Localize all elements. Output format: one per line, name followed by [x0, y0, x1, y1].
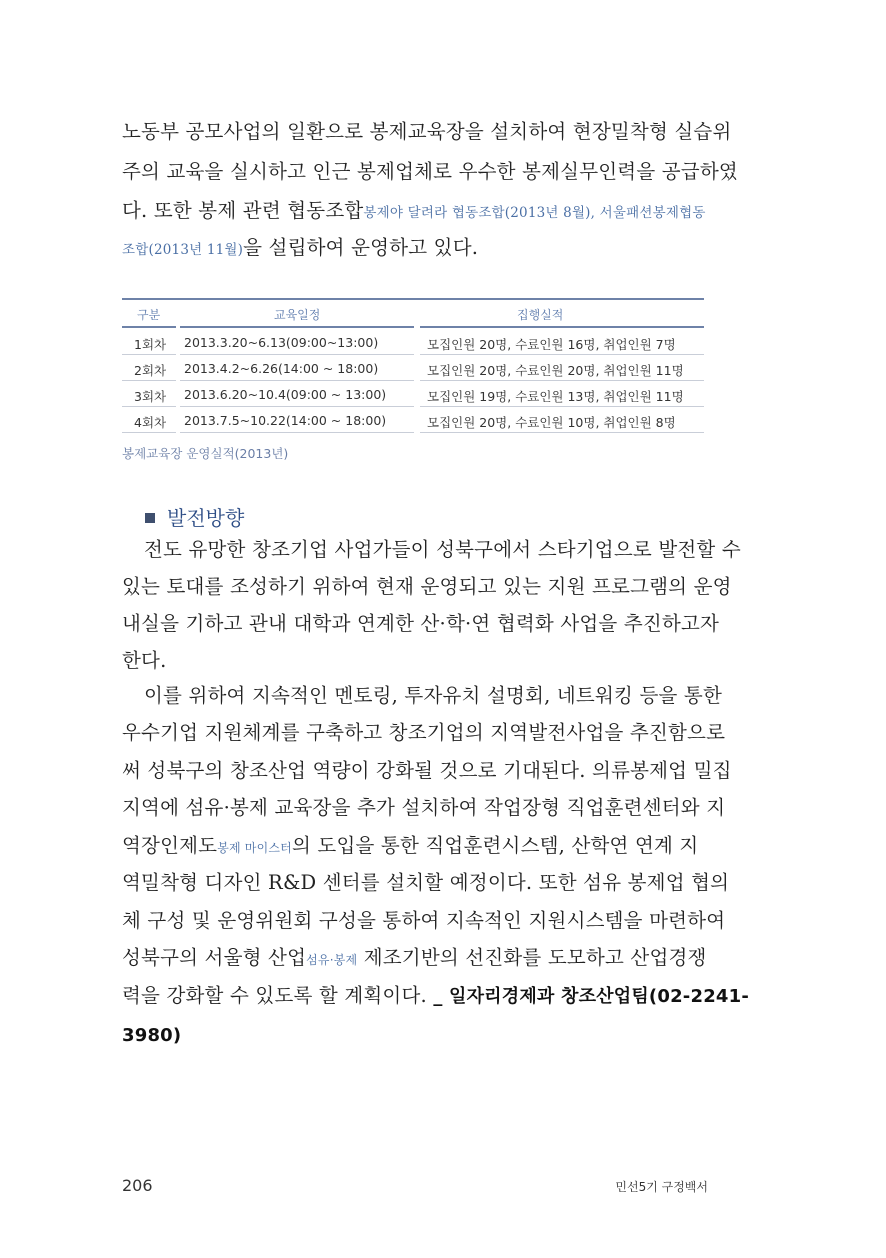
- section-title: 발전방향: [167, 506, 245, 530]
- table-header-schedule: 교육일정: [274, 308, 321, 322]
- text-line: 우수기업 지원체계를 구축하고 창조기업의 지역발전사업을 추진함으로: [122, 721, 726, 744]
- table-cell: 2013.7.5~10.22(14:00 ~ 18:00): [184, 413, 387, 428]
- section-heading: [145, 502, 244, 531]
- row-rule: [420, 354, 704, 355]
- text-line: 이를 위하여 지속적인 멘토링, 투자유치 설명회, 네트워킹 등을 통한: [144, 684, 722, 707]
- table-top-rule: [122, 298, 704, 300]
- table-cell: 모집인원 20명, 수료인원 20명, 취업인원 11명: [427, 363, 684, 378]
- table-cell: 모집인원 20명, 수료인원 10명, 취업인원 8명: [427, 415, 676, 430]
- text-run: 을 설립하여 운영하고 있다.: [243, 236, 479, 259]
- text-run: 제조기반의 선진화를 도모하고 산업경쟁: [357, 946, 707, 969]
- row-rule: [122, 432, 176, 433]
- text-line: [122, 986, 749, 1006]
- inline-note: 섬유·봉제: [306, 953, 358, 967]
- text-line: [122, 1025, 181, 1045]
- row-rule: [180, 380, 414, 381]
- text-line: 한다.: [122, 649, 167, 672]
- text-line: 내실을 기하고 관내 대학과 연계한 산·학·연 협력화 사업을 추진하고자: [122, 612, 720, 635]
- table-header-category: 구분: [137, 308, 161, 322]
- department-contact: _ 일자리경제과 창조산업팀(02-2241-: [433, 986, 750, 1007]
- row-rule: [180, 354, 414, 355]
- table-cell: 1회차: [134, 337, 167, 352]
- square-bullet-icon: [145, 513, 155, 523]
- table-cell: 3회차: [134, 389, 167, 404]
- inline-note: 봉제 마이스터: [217, 841, 292, 855]
- table-cell: 모집인원 20명, 수료인원 16명, 취업인원 7명: [427, 337, 676, 352]
- text-run: 역장인제도: [122, 834, 218, 857]
- table-cell: 2013.6.20~10.4(09:00 ~ 13:00): [184, 387, 387, 402]
- header-rule: [420, 326, 704, 328]
- text-line: 주의 교육을 실시하고 인근 봉제업체로 우수한 봉제실무인력을 공급하였: [122, 160, 738, 183]
- text-line: 체 구성 및 운영위원회 구성을 통하여 지속적인 지원시스템을 마련하여: [122, 909, 726, 932]
- row-rule: [420, 432, 704, 433]
- text-line: [122, 948, 707, 968]
- text-run: 성북구의 서울형 산업: [122, 946, 307, 969]
- row-rule: [420, 380, 704, 381]
- page-number: 206: [122, 1176, 153, 1195]
- inline-note: 조합(2013년 11월): [122, 242, 244, 258]
- header-rule: [180, 326, 414, 328]
- inline-note: 봉제야 달려라 협동조합(2013년 8월), 서울패션봉제협동: [363, 205, 706, 221]
- text-line: 노동부 공모사업의 일환으로 봉제교육장을 설치하여 현장밀착형 실습위: [122, 120, 732, 143]
- text-line: 있는 토대를 조성하기 위하여 현재 운영되고 있는 지원 프로그램의 운영: [122, 575, 732, 598]
- text-run: 력을 강화할 수 있도록 할 계획이다.: [122, 984, 427, 1007]
- table-cell: 4회차: [134, 415, 167, 430]
- table-cell: 모집인원 19명, 수료인원 13명, 취업인원 11명: [427, 389, 684, 404]
- table-cell: 2회차: [134, 363, 167, 378]
- text-line: 전도 유망한 창조기업 사업가들이 성북구에서 스타기업으로 발전할 수: [144, 538, 741, 561]
- text-line: 써 성북구의 창조산업 역량이 강화될 것으로 기대된다. 의류봉제업 밀집: [122, 759, 732, 782]
- text-run: 의 도입을 통한 직업훈련시스템, 산학연 연계 지: [291, 834, 699, 857]
- row-rule: [420, 406, 704, 407]
- row-rule: [122, 354, 176, 355]
- row-rule: [122, 380, 176, 381]
- row-rule: [122, 406, 176, 407]
- text-run: 다. 또한 봉제 관련 협동조합: [122, 199, 364, 222]
- text-line: 지역에 섬유·봉제 교육장을 추가 설치하여 작업장형 직업훈련센터와 지: [122, 796, 726, 819]
- text-line: [122, 836, 698, 856]
- row-rule: [180, 432, 414, 433]
- book-title: 민선5기 구정백서: [615, 1180, 708, 1194]
- table-caption: 봉제교육장 운영실적(2013년): [122, 446, 289, 461]
- table-cell: 2013.3.20~6.13(09:00~13:00): [184, 335, 379, 350]
- table-cell: 2013.4.2~6.26(14:00 ~ 18:00): [184, 361, 379, 376]
- department-contact: 3980): [122, 1025, 182, 1046]
- header-rule: [122, 326, 176, 328]
- text-line: [122, 238, 478, 258]
- row-rule: [180, 406, 414, 407]
- text-line: 역밀착형 디자인 R&D 센터를 설치할 예정이다. 또한 섬유 봉제업 협의: [122, 871, 730, 894]
- table-header-results: 집행실적: [517, 308, 564, 322]
- text-line: [122, 201, 706, 221]
